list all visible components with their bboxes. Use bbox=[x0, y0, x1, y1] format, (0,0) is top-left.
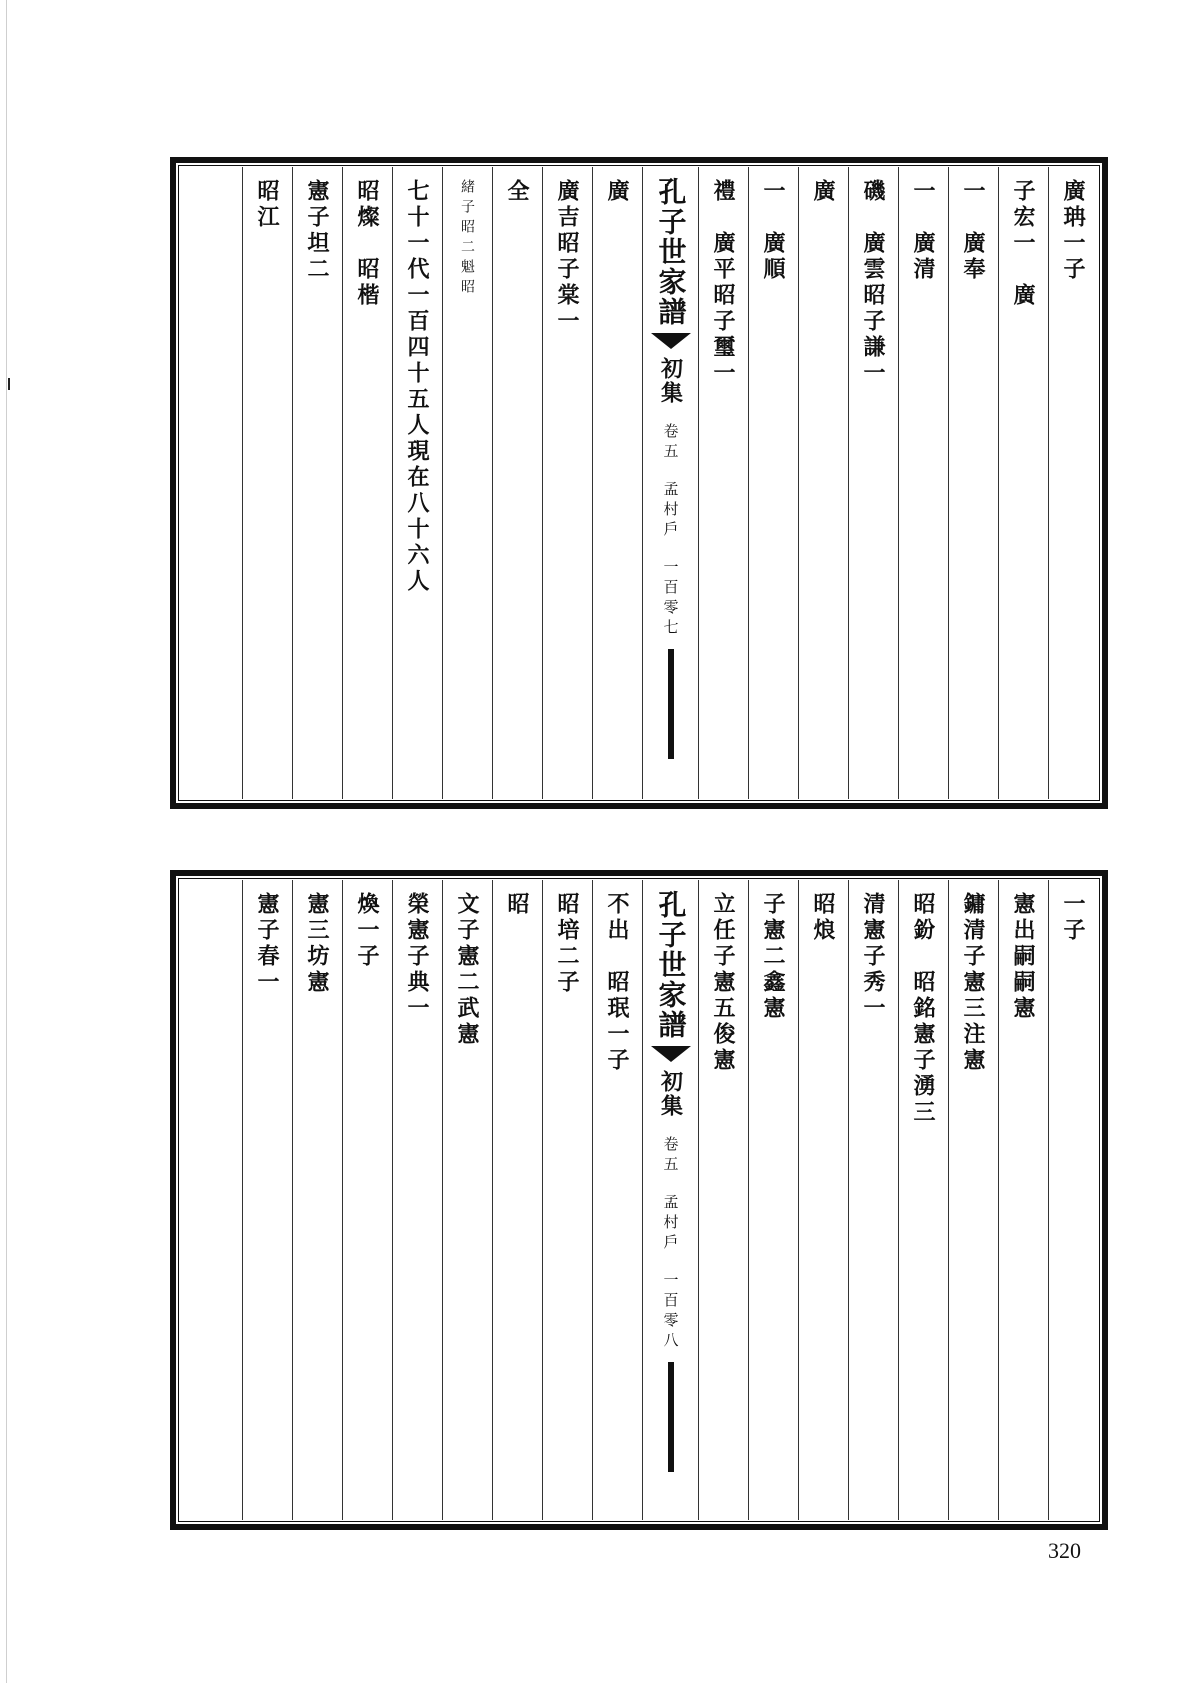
text-column: 憲三坊憲 bbox=[292, 880, 342, 1520]
household-label: 孟村戶 bbox=[661, 481, 680, 541]
book-title: 孔子世家譜 bbox=[654, 177, 688, 327]
text-column: 煥一子 bbox=[342, 880, 392, 1520]
text-column: 清憲子秀一 bbox=[848, 880, 898, 1520]
volume-label: 卷五 bbox=[661, 423, 680, 463]
text-column: 昭江 bbox=[242, 167, 292, 799]
book-part: 初集 bbox=[657, 357, 684, 405]
page-number: 320 bbox=[1048, 1538, 1081, 1563]
text-column: 憲出嗣嗣憲 bbox=[998, 880, 1048, 1520]
text-column: 昭培二子 bbox=[542, 880, 592, 1520]
text-column: 昭烺 bbox=[798, 880, 848, 1520]
genealogy-page-bottom bbox=[170, 870, 1108, 1530]
text-column: 禮 廣平昭子璽一 bbox=[698, 167, 748, 799]
center-bar bbox=[668, 649, 674, 759]
text-column: 鏞清子憲三注憲 bbox=[948, 880, 998, 1520]
text-column: 立任子憲五俊憲 bbox=[698, 880, 748, 1520]
text-column: 一 廣清 bbox=[898, 167, 948, 799]
fishtail-mark-icon bbox=[651, 333, 691, 351]
text-column: 昭 bbox=[492, 880, 542, 1520]
text-column: 一 廣奉 bbox=[948, 167, 998, 799]
household-label: 孟村戶 bbox=[661, 1194, 680, 1254]
text-column: 磯 廣雲昭子謙一 bbox=[848, 167, 898, 799]
scan-speck bbox=[8, 378, 10, 390]
book-part: 初集 bbox=[657, 1070, 684, 1118]
text-column: 憲子坦二 bbox=[292, 167, 342, 799]
fishtail-mark-icon bbox=[651, 1046, 691, 1064]
text-column: 子憲二鑫憲 bbox=[748, 880, 798, 1520]
scan-edge-line bbox=[6, 0, 7, 1683]
center-margin-column bbox=[642, 880, 698, 1520]
text-column: 一子 bbox=[1048, 880, 1098, 1520]
volume-label: 卷五 bbox=[661, 1136, 680, 1176]
text-column: 緒子昭二魁昭 bbox=[442, 167, 492, 799]
text-column: 廣 bbox=[592, 167, 642, 799]
text-column: 昭燦 昭楷 bbox=[342, 167, 392, 799]
center-bar bbox=[668, 1362, 674, 1472]
text-column: 子宏一 廣 bbox=[998, 167, 1048, 799]
text-column: 昭鈖 昭銘憲子湧三 bbox=[898, 880, 948, 1520]
text-column: 憲子春一 bbox=[242, 880, 292, 1520]
generation-heading-column: 七十一代一百四十五人現在八十六人 bbox=[392, 167, 442, 799]
genealogy-page-top bbox=[170, 157, 1108, 809]
text-column: 不出 昭珉一子 bbox=[592, 880, 642, 1520]
center-margin-column bbox=[642, 167, 698, 799]
text-column: 廣吉昭子棠一 bbox=[542, 167, 592, 799]
text-column: 全 bbox=[492, 167, 542, 799]
text-column: 廣珃一子 bbox=[1048, 167, 1098, 799]
folio-number: 一百零七 bbox=[661, 559, 680, 639]
text-column: 文子憲二武憲 bbox=[442, 880, 492, 1520]
folio-number: 一百零八 bbox=[661, 1272, 680, 1352]
text-column: 榮憲子典一 bbox=[392, 880, 442, 1520]
text-column: 一 廣順 bbox=[748, 167, 798, 799]
book-title: 孔子世家譜 bbox=[654, 890, 688, 1040]
text-column: 廣 bbox=[798, 167, 848, 799]
